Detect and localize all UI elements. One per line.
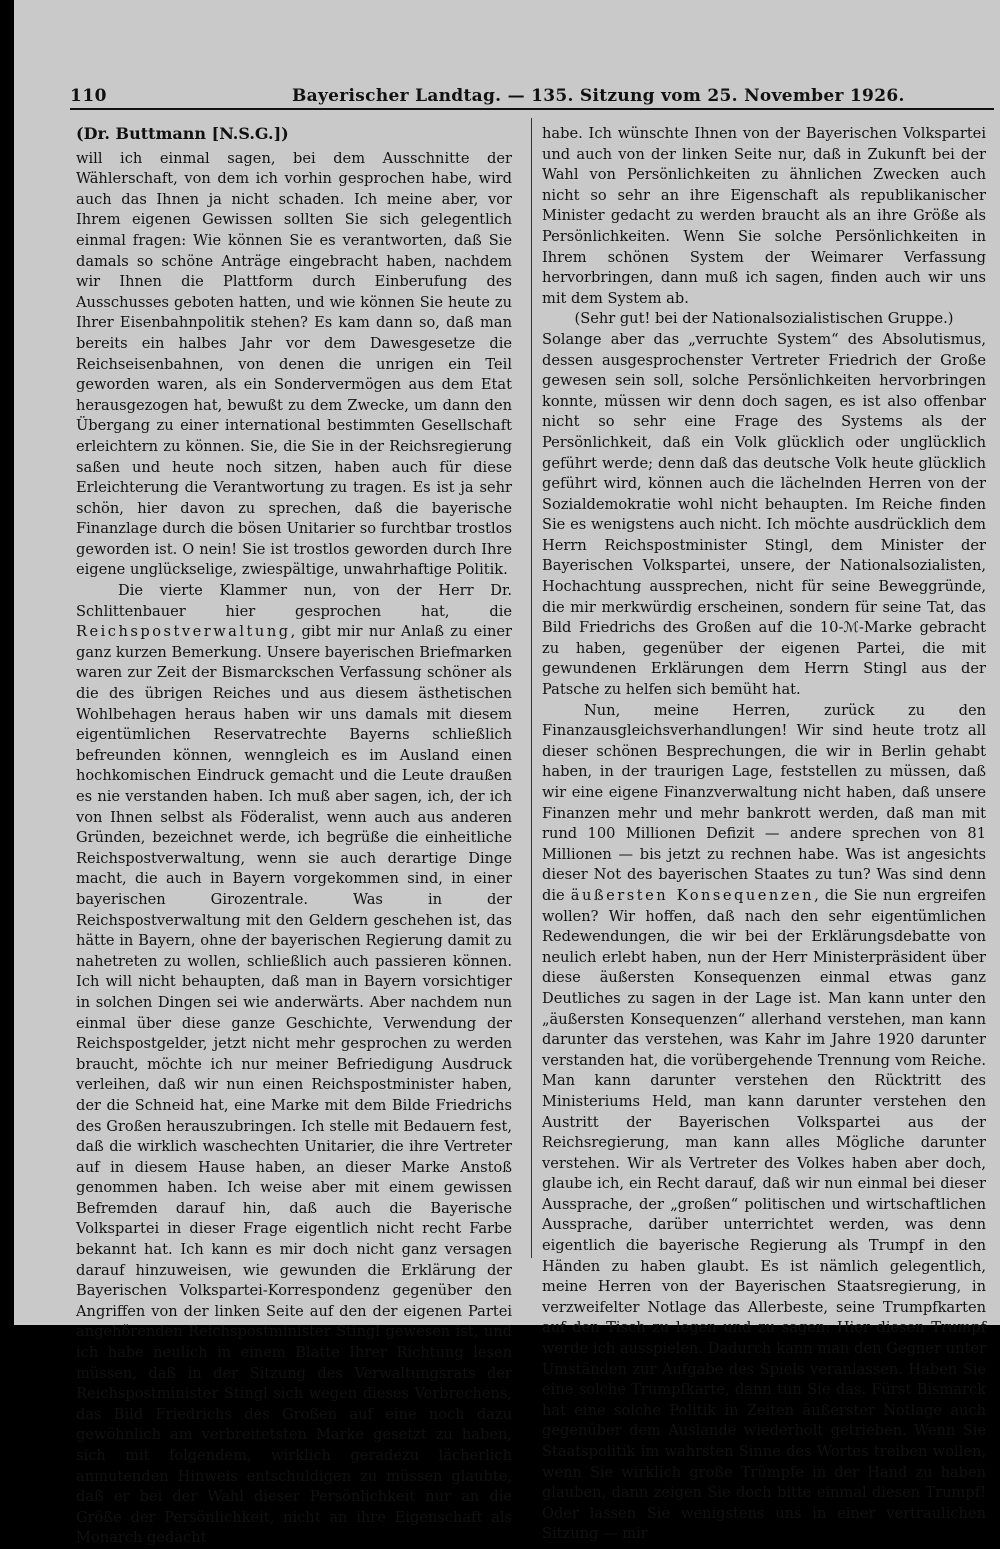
left-paragraph-1: will ich einmal sagen, bei dem Ausschnitte der Wählerschaft, von dem ich vorhin gesprochen habe, wird auch das Ihnen ja nicht schaden. Ich meine aber, vor Ihrem eigenen Gewissen sollten Sie sich gelegentlich einmal fragen: Wie können Sie es verantworten, daß Sie damals so schöne Anträge eingebracht haben, nachdem wir Ihnen die Plattform durch Einberufung des Ausschusses geboten hatten, und wie können Sie heute zu Ihrer Eisenbahnpolitik stehen? Es kam dann so, daß man bereits ein halbes Jahr vor dem Dawesgesetze die Reichseisenbahnen, von denen die unrigen ein Teil geworden waren, als ein Sondervermögen aus dem Etat herausgezogen hat, bewußt zu dem Zwecke, um dann den Übergang zu einer international bestimmten Gesellschaft erleichtern zu können. Sie, die Sie in der Reichsregierung saßen und heute noch sitzen, haben auch für diese Erleichterung die Verantwortung zu tragen. Es ist ja sehr schön, hier davon zu sprechen, daß die bayerische Finanzlage durch die bösen Unitarier so furchtbar trostlos geworden ist. O nein! Sie ist trostlos geworden durch Ihre eigene unglückselige, zwiespältige, unwahrhaftige Politik. bbox=[76, 149, 512, 579]
speaker-label: (Dr. Buttmann [N.S.G.]) bbox=[76, 124, 289, 143]
left-paragraph-2-end: , gibt mir nur Anlaß zu einer ganz kurzen Bemerkung. Unsere bayerischen Briefmarken waren zur Zeit der Bismarckschen Verfassung schöner als die des übrigen Reiches und aus diesem ästhetischen Wohlbehagen heraus haben wir uns damals mit diesem eigentümlichen Reservatrechte Bayerns schließlich befreunden können, wenngleich es im Ausland einen hochkomischen Eindruck gemacht und die Leute draußen es nie verstanden haben. Ich muß aber sagen, ich, der ich von Ihnen selbst als Föderalist, wenn auch aus anderen Gründen, bezeichnet werde, ich begrüße die einheitliche Reichspostverwaltung, wenn sie auch derartige Dinge macht, die auch in Bayern vorgekommen sind, in einer bayerischen Girozentrale. Was in der Reichspostverwaltung mit den Geldern geschehen ist, das hätte in Bayern, ohne der bayerischen Regierung damit zu nahetreten zu wollen, schließlich auch passieren können. Ich will nicht behaupten, daß man in Bayern vorsichtiger in solchen Dingen sei wie anderwärts. Aber nachdem nun einmal über diese ganze Geschichte, Verwendung der Reichspostgelder, jetzt nicht mehr gesprochen zu werden braucht, möchte ich nur meiner Befriedigung Ausdruck verleihen, daß wir nun einen Reichspostminister haben, der die Schneid hat, eine Marke mit dem Bilde Friedrichs des Großen herauszubringen. Ich stelle mit Bedauern fest, daß die wirklich waschechten Unitarier, die ihre Vertreter auf in diesem Hause haben, an dieser Marke Anstoß genommen haben. Ich weise aber mit einem gewissen Befremden darauf hin, daß auch die Bayerische Volkspartei in dieser Frage eigentlich nicht recht Farbe bekannt hat. Ich kann es mir doch nicht ganz versagen darauf hinzuweisen, wie gewunden die Erklärung der Bayerischen Volkspartei-Korrespondenz gegenüber den Angriffen von der linken Seite auf den der eigenen Partei angehörenden Reichspostminister Stingl gewesen ist, und ich habe neulich in einem Blatte Ihrer Richtung lesen müssen, daß in der Sitzung des Verwaltungsrats der Reichspostminister Stingl sich wegen dieses Verbrechens, das Bild Friedrichs des Großen auf eine noch dazu gewöhnlich am verbreitetsten Marke gesetzt zu haben, sich mit folgendem, wirklich geradezu lächerlich anmutenden Hinweis entschuldigen zu müssen glaubte, daß er bei der Wahl dieser Persönlichkeit nur an die Größe der Persönlichkeit, nicht an ihre Eigenschaft als Monarch gedacht bbox=[76, 623, 512, 1547]
left-paragraph-2 bbox=[76, 581, 512, 1549]
column-divider bbox=[531, 118, 532, 1258]
right-paragraph-1: habe. Ich wünschte Ihnen von der Bayerischen Volkspartei und auch von der linken Seite nur, daß in Zukunft bei der Wahl von Persönlichkeiten zu ähnlichen Zwecken auch nicht so sehr an ihre Eigenschaft als republikanischer Minister gedacht zu werden braucht als an ihre Größe als Persönlichkeiten. Wenn Sie solche Persönlichkeiten in Ihrem schönen System der Weimarer Verfassung hervorbringen, dann muß ich sagen, finden auch wir uns mit dem System ab. bbox=[542, 125, 986, 307]
right-paragraph-2: Solange aber das „verruchte System“ des Absolutismus, dessen ausgesprochenster Vertreter Friedrich der Große gewesen sein soll, solche Persönlichkeiten hervorbringen konnte, müssen wir denn doch sagen, es ist also offenbar nicht so sehr eine Frage des Systems als der Persönlichkeit, daß ein Volk glücklich oder unglücklich geführt werde; denn daß das deutsche Volk heute glücklich geführt wird, können auch die lächelnden Herren von der Sozialdemokratie wohl nicht behaupten. Im Reiche finden Sie es wenigstens auch nicht. Ich möchte ausdrücklich dem Herrn Reichspostminister Stingl, dem Minister der Bayerischen Volkspartei, unsere, der Nationalsozialisten, Hochachtung aussprechen, nicht für seine Beweggründe, die mir merkwürdig erscheinen, sondern für seine Tat, das Bild Friedrichs des Großen auf die 10-ℳ-Marke gebracht zu haben, gegenüber der eigenen Partei, die mit gewundenen Erklärungen dem Herrn Stingl aus der Patsche zu helfen sich bemüht hat. bbox=[542, 330, 986, 699]
right-paragraph-3-start: Nun, meine Herren, zurück zu den Finanzausgleichsverhandlungen! Wir sind heute trotz all dieser schönen Besprechungen, die wir in Berlin gehabt haben, in der traurigen Lage, feststellen zu müssen, daß wir eine eigene Finanzverwaltung nicht haben, daß unsere Finanzen mehr und mehr bankrott werden, daß man mit rund 100 Millionen Defizit — andere sprechen von 81 Millionen — bis jetzt zu rechnen habe. Was ist angesichts dieser Not des bayerischen Staates zu tun? Was sind denn die bbox=[542, 701, 986, 904]
right-paragraph-3 bbox=[542, 701, 986, 1545]
header-rule bbox=[70, 108, 994, 110]
running-title: Bayerischer Landtag. — 135. Sitzung vom 25. November 1926. bbox=[292, 86, 905, 106]
left-paragraph-2-start: Die vierte Klammer nun, von der Herr Dr. Schlittenbauer hier gesprochen hat, die bbox=[76, 582, 512, 620]
interjection: (Sehr gut! bei der Nationalsozialistischen Gruppe.) bbox=[574, 310, 954, 328]
page-number: 110 bbox=[70, 86, 107, 106]
document-page bbox=[14, 0, 1000, 1547]
right-paragraph-3-end: , die Sie nun ergreifen wollen? Wir hoffen, daß nach den sehr eigentümlichen Redewendungen, die wir bei der Erklärungsdebatte von neulich erlebt haben, nun der Herr Ministerpräsident über diese äußersten Konsequenzen einmal etwas ganz Deutliches zu sagen in der Lage ist. Man kann unter den „äußersten Konsequenzen“ allerhand verstehen, man kann darunter das verstehen, was Kahr im Jahre 1920 darunter verstanden hat, die vorübergehende Trennung vom Reiche. Man kann darunter verstehen den Rücktritt des Ministeriums Held, man kann darunter verstehen den Austritt der Bayerischen Volkspartei aus der Reichsregierung, man kann alles Mögliche darunter verstehen. Wir als Vertreter des Volkes haben aber doch, glaube ich, ein Recht darauf, daß wir nun einmal bei dieser Aussprache, der „großen“ politischen und wirtschaftlichen Aussprache, darüber unterrichtet werden, was denn eigentlich die bayerische Regierung als Trumpf in den Händen zu haben glaubt. Es ist nämlich gelegentlich, meine Herren von der Bayerischen Staatsregierung, in verzweifelter Notlage das Allerbeste, seine Trumpfkarten auf den Tisch zu legen und zu sagen: Hier diesen Trumpf werde ich ausspielen. Dadurch kann man den Gegner unter Umständen zur Aufgabe des Spiels veranlassen. Haben Sie eine solche Trumpfkarte, dann tun Sie das. Fürst Bismarck hat eine solche Politik in Zeiten äußerster Notlage auch gegenüber dem Auslande wiederholt getrieben. Wenn Sie Staatspolitik im wahrsten Sinne des Wortes treiben wollen, wenn Sie wirklich große Trümpfe in der Hand zu haben glauben, dann zeigen Sie doch bitte einmal diesen Trumpf! Oder lassen Sie wenigstens uns in einer vertraulichen Sitzung — mir bbox=[542, 886, 986, 1543]
emphasis-reichspostverwaltung: Reichspostverwaltung bbox=[76, 623, 291, 641]
emphasis-konsequenzen: äußersten Konsequenzen bbox=[570, 886, 815, 904]
left-column bbox=[76, 124, 512, 1549]
right-column bbox=[542, 124, 986, 1545]
